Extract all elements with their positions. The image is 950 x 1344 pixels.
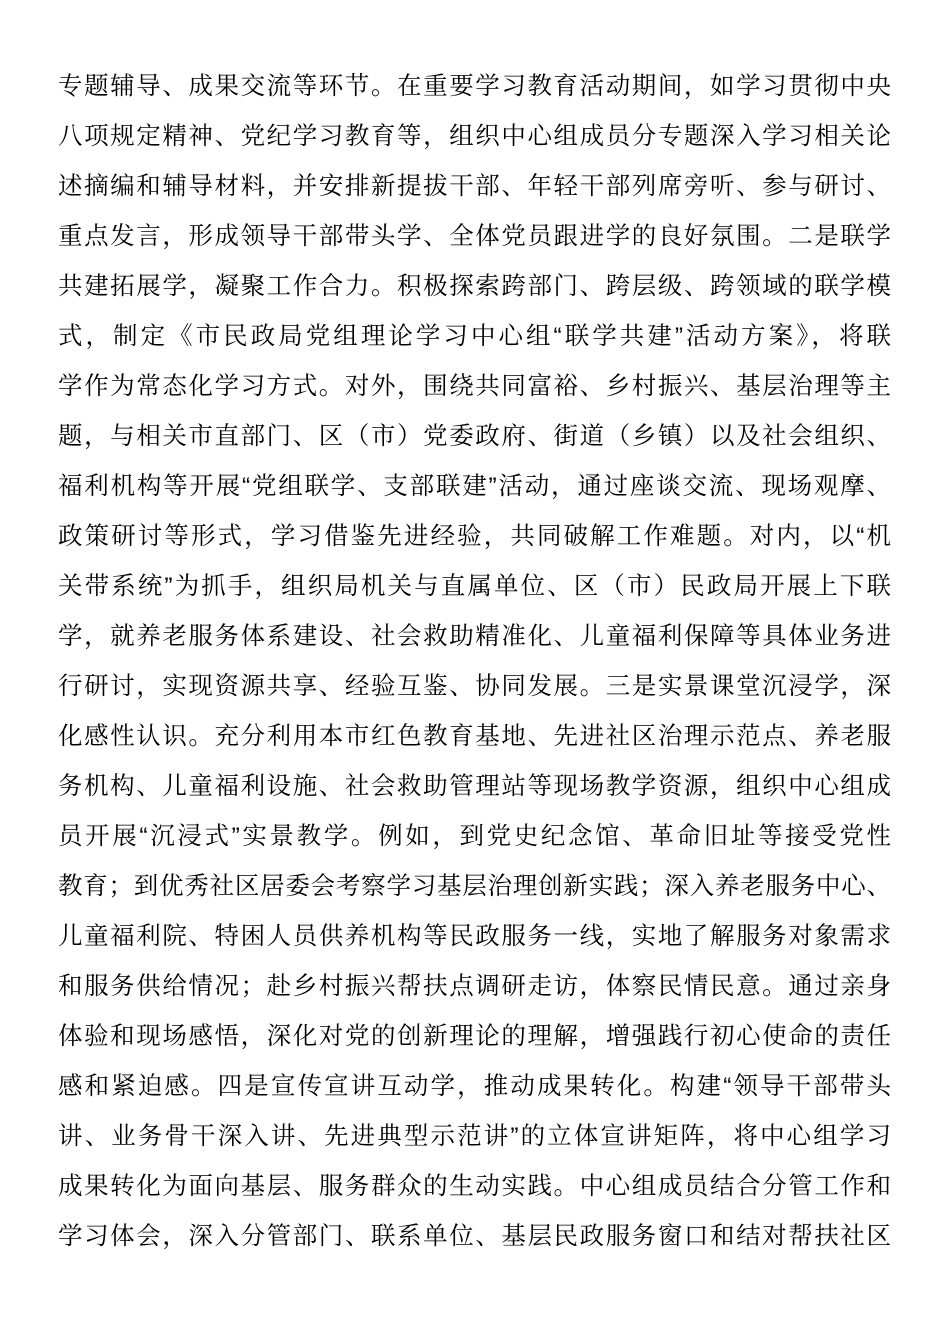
text-line: 体验和现场感悟，深化对党的创新理论的理解，增强践行初心使命的责任 xyxy=(58,1023,891,1050)
text-line: 式，制定《市民政局党组理论学习中心组“联学共建”活动方案》，将联 xyxy=(58,323,891,350)
text-line: 教育；到优秀社区居委会考察学习基层治理创新实践；深入养老服务中心、 xyxy=(58,873,891,900)
paragraph-text-block xyxy=(58,62,891,1262)
text-line: 八项规定精神、党纪学习教育等，组织中心组成员分专题深入学习相关论 xyxy=(58,123,891,150)
text-line: 成果转化为面向基层、服务群众的生动实践。中心组成员结合分管工作和 xyxy=(58,1173,891,1200)
text-line: 感和紧迫感。四是宣传宣讲互动学，推动成果转化。构建“领导干部带头 xyxy=(58,1073,891,1100)
text-line: 讲、业务骨干深入讲、先进典型示范讲”的立体宣讲矩阵，将中心组学习 xyxy=(58,1123,891,1150)
text-line: 重点发言，形成领导干部带头学、全体党员跟进学的良好氛围。二是联学 xyxy=(58,223,891,250)
text-line: 儿童福利院、特困人员供养机构等民政服务一线，实地了解服务对象需求 xyxy=(58,923,891,950)
text-line: 述摘编和辅导材料，并安排新提拔干部、年轻干部列席旁听、参与研讨、 xyxy=(58,173,891,200)
text-line: 专题辅导、成果交流等环节。在重要学习教育活动期间，如学习贯彻中央 xyxy=(58,73,891,100)
text-line: 关带系统”为抓手，组织局机关与直属单位、区（市）民政局开展上下联 xyxy=(58,573,891,600)
text-line: 政策研讨等形式，学习借鉴先进经验，共同破解工作难题。对内，以“机 xyxy=(58,523,891,550)
text-line: 题，与相关市直部门、区（市）党委政府、街道（乡镇）以及社会组织、 xyxy=(58,423,891,450)
text-line: 福利机构等开展“党组联学、支部联建”活动，通过座谈交流、现场观摩、 xyxy=(58,473,891,500)
text-line: 学习体会，深入分管部门、联系单位、基层民政服务窗口和结对帮扶社区 xyxy=(58,1223,891,1250)
text-line: 学，就养老服务体系建设、社会救助精准化、儿童福利保障等具体业务进 xyxy=(58,623,891,650)
text-line: 和服务供给情况；赴乡村振兴帮扶点调研走访，体察民情民意。通过亲身 xyxy=(58,973,891,1000)
text-line: 员开展“沉浸式”实景教学。例如，到党史纪念馆、革命旧址等接受党性 xyxy=(58,823,891,850)
text-line: 行研讨，实现资源共享、经验互鉴、协同发展。三是实景课堂沉浸学，深 xyxy=(58,673,891,700)
text-line: 化感性认识。充分利用本市红色教育基地、先进社区治理示范点、养老服 xyxy=(58,723,891,750)
text-line: 共建拓展学，凝聚工作合力。积极探索跨部门、跨层级、跨领域的联学模 xyxy=(58,273,891,300)
text-line: 学作为常态化学习方式。对外，围绕共同富裕、乡村振兴、基层治理等主 xyxy=(58,373,891,400)
text-line: 务机构、儿童福利设施、社会救助管理站等现场教学资源，组织中心组成 xyxy=(58,773,891,800)
